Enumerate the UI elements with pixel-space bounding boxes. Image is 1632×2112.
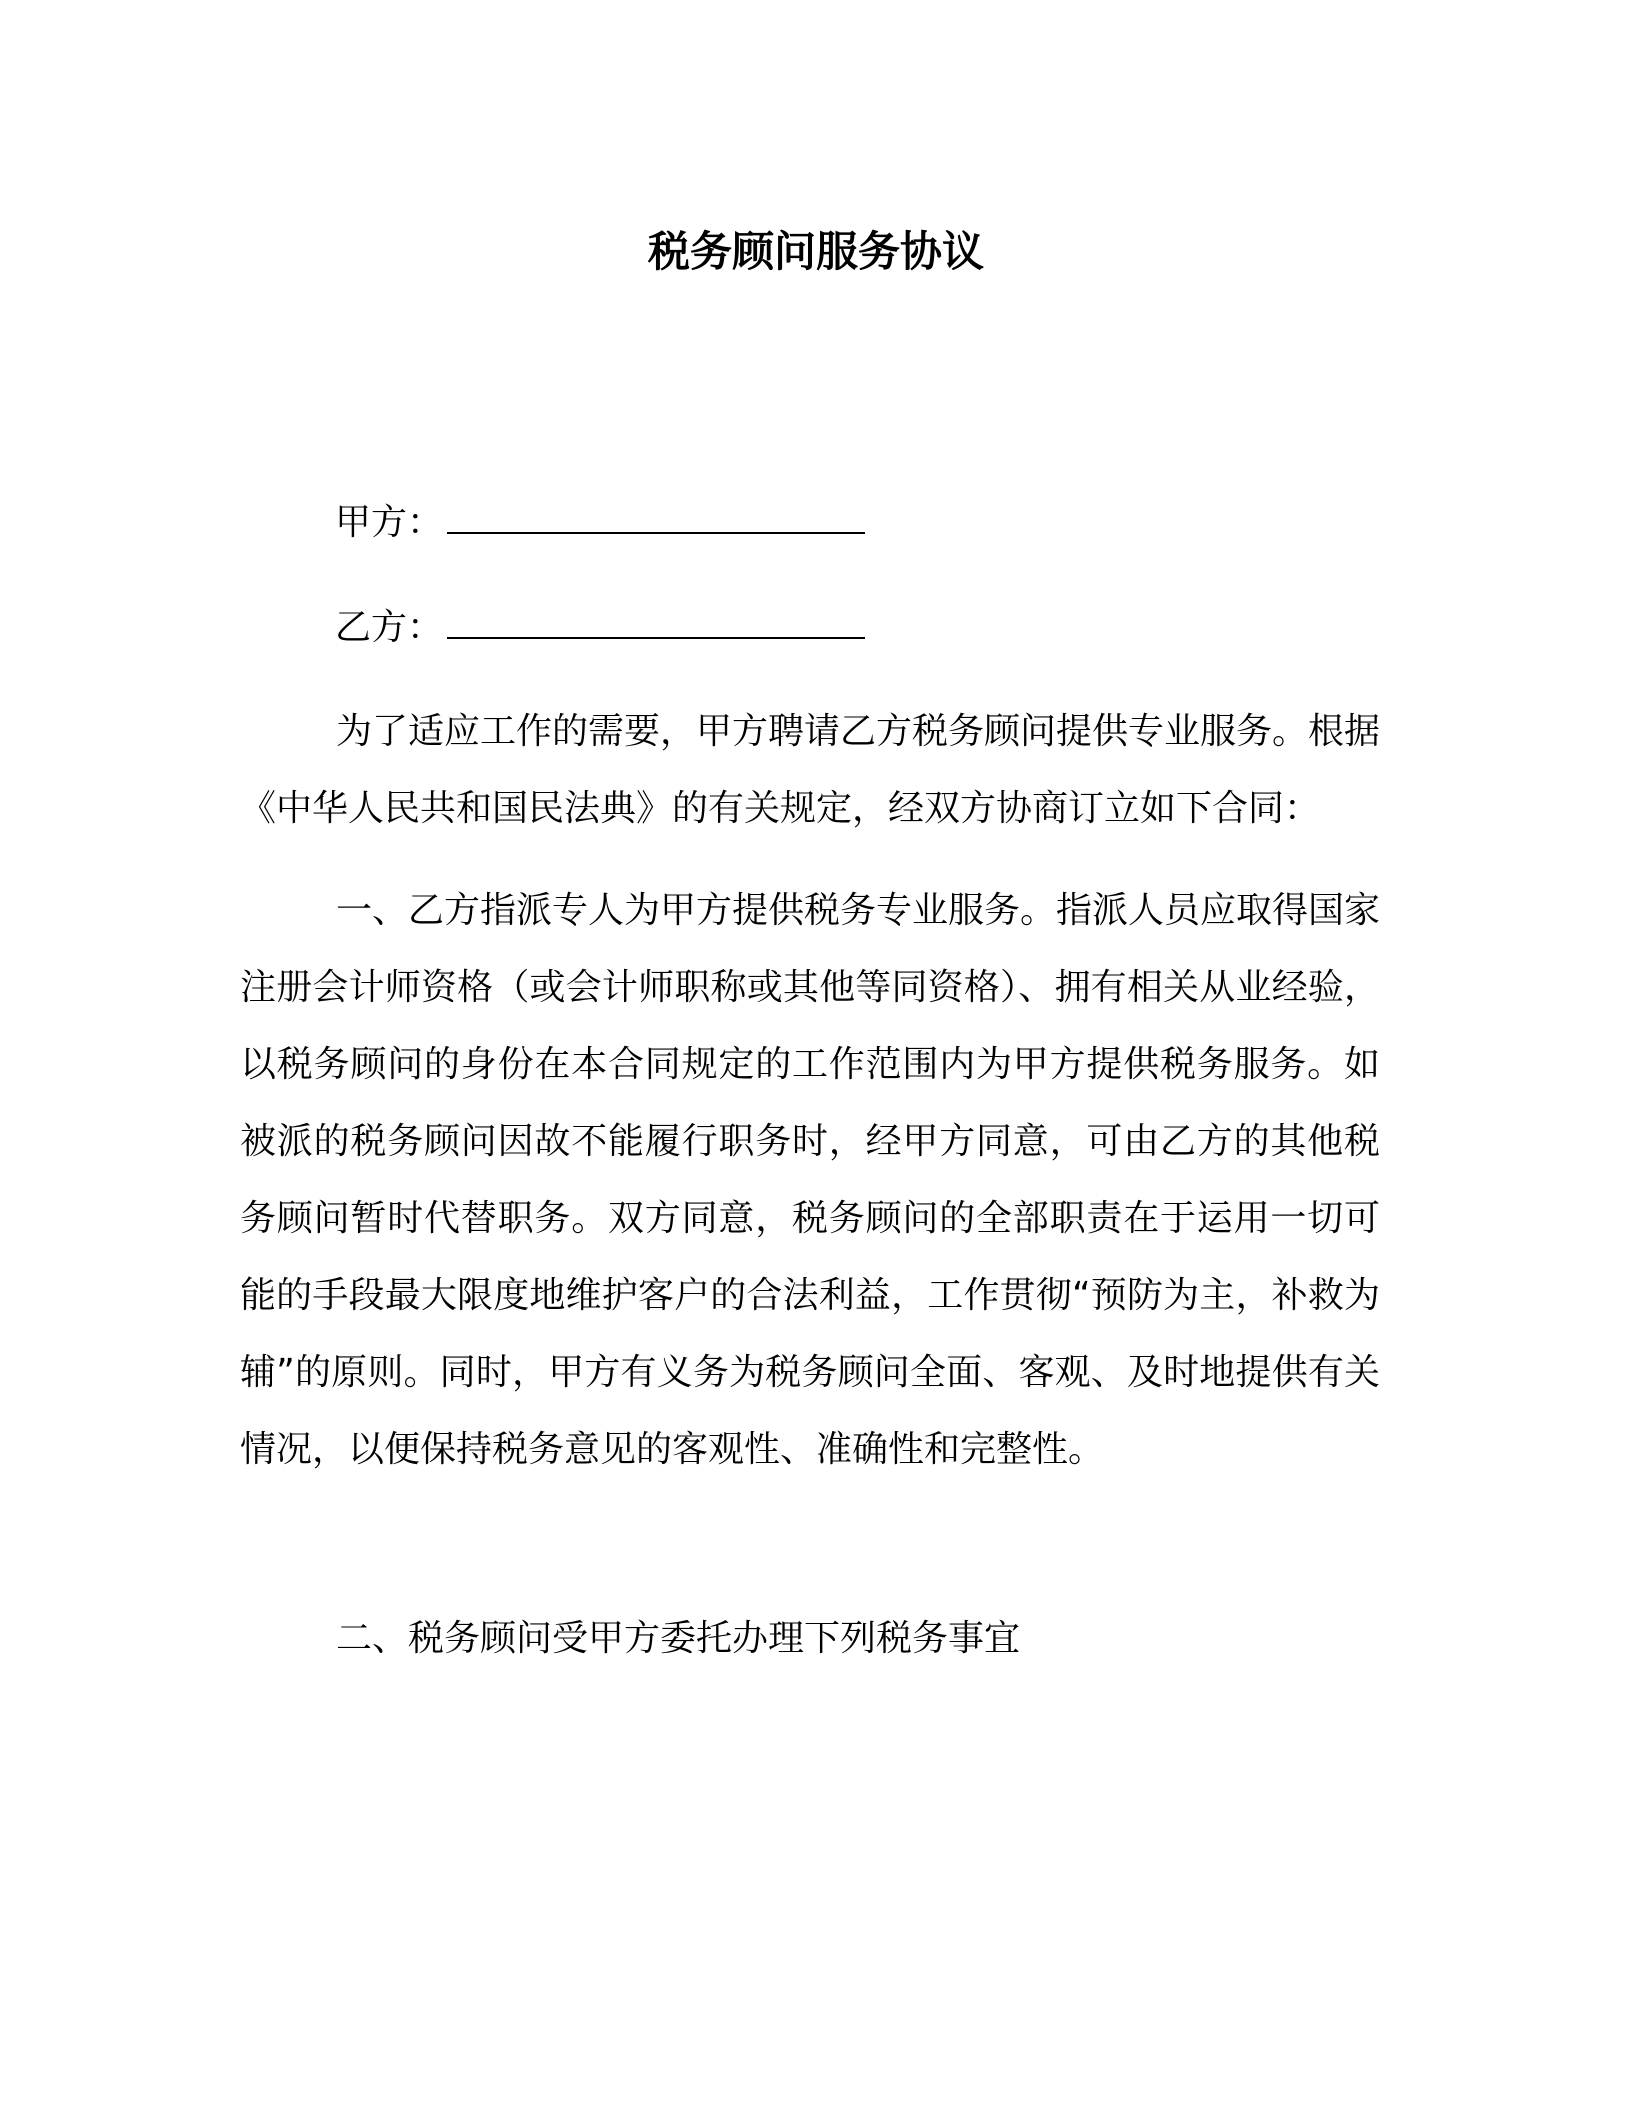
- intro-paragraph: 为了适应工作的需要，甲方聘请乙方税务顾问提供专业服务。根据《中华人民共和国民法典》的有关规定，经双方协商订立如下合同：: [240, 711, 1381, 829]
- party-b-line: [335, 601, 865, 654]
- party-a-line: [335, 496, 865, 549]
- clause-1-paragraph: 一、乙方指派专人为甲方提供税务专业服务。指派人员应取得国家注册会计师资格（或会计师职称或其他等同资格）、拥有相关从业经验，以税务顾问的身份在本合同规定的工作范围内为甲方提供税务服务。如被派的税务顾问因故不能履行职务时，经甲方同意，可由乙方的其他税务顾问暂时代替职务。双方同意，税务顾问的全部职责在于运用一切可能的手段最大限度地维护客户的合法利益，工作贯彻“预防为主，补救为辅”的原则。同时，甲方有义务为税务顾问全面、客观、及时地提供有关情况，以便保持税务意见的客观性、准确性和完整性。: [240, 890, 1381, 1470]
- party-a-label: 甲方：: [335, 502, 444, 543]
- party-a-blank: [447, 496, 865, 534]
- party-b-blank: [447, 601, 865, 639]
- document-title: 税务顾问服务协议: [647, 227, 984, 276]
- party-b-label: 乙方：: [335, 607, 444, 648]
- clause-2-heading: 二、税务顾问受甲方委托办理下列税务事宜: [336, 1618, 1021, 1659]
